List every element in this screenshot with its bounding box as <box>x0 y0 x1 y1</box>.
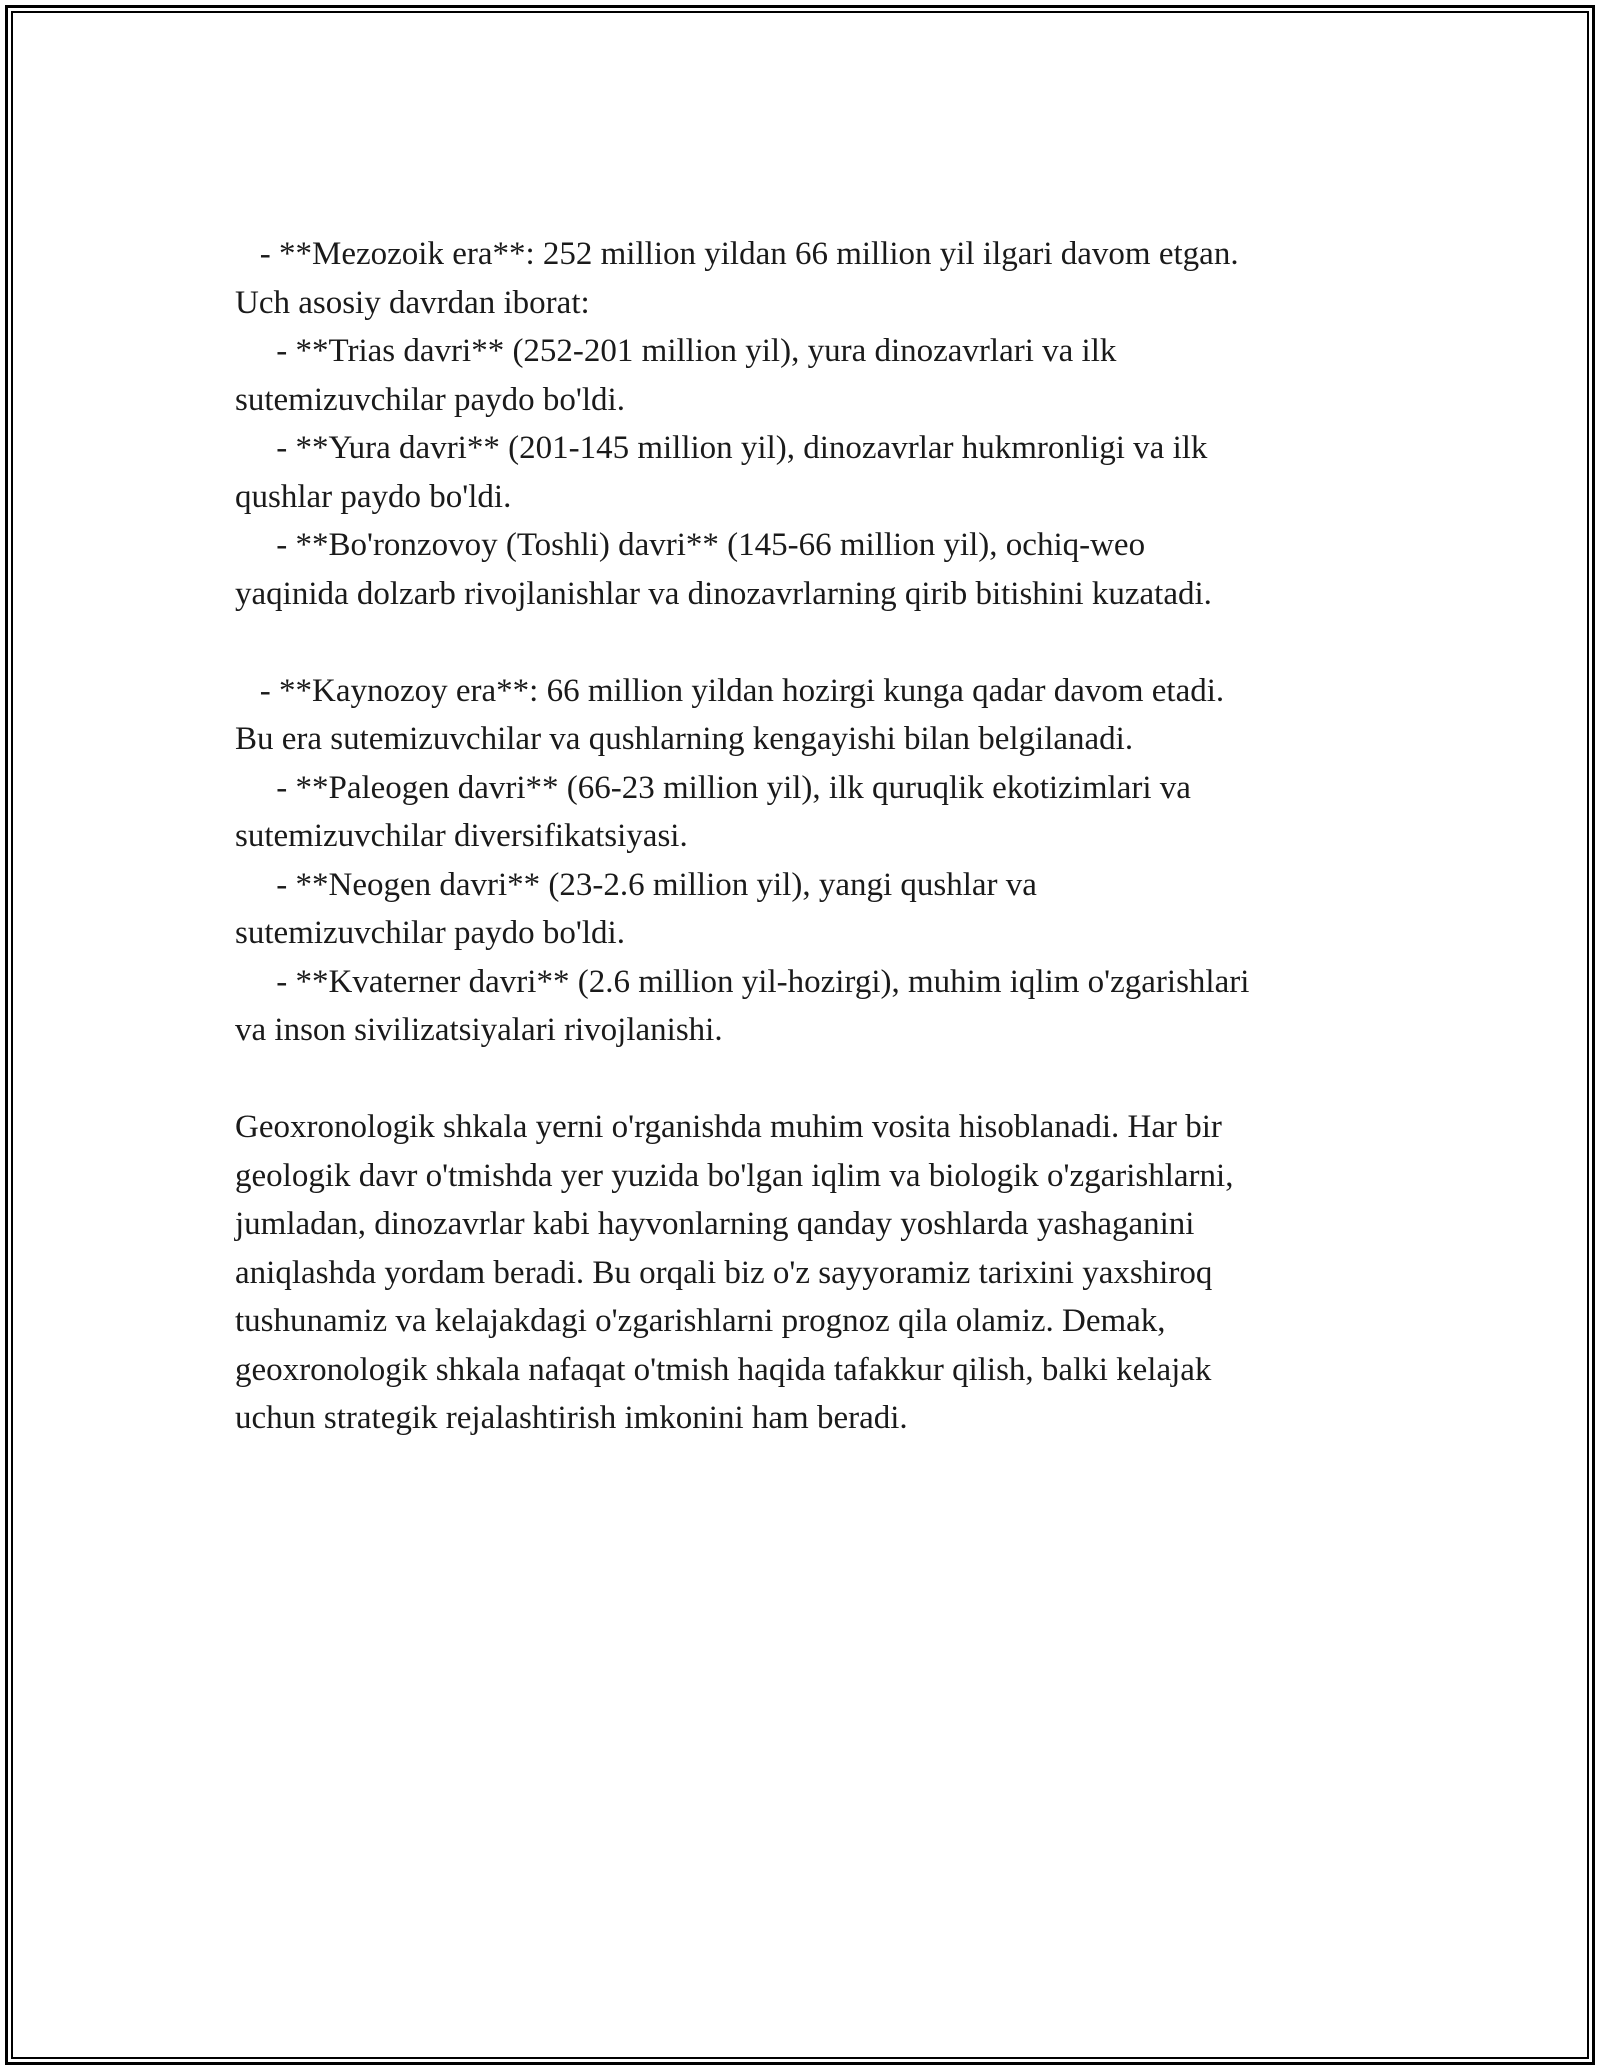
conclusion-line-4: aniqlashda yordam beradi. Bu orqali biz o'z sayyoramiz tarixini yaxshiroq <box>235 1254 1213 1291</box>
boronzovoy-davri-line-cont: yaqinida dolzarb rivojlanishlar va dinozavrlarning qirib bitishini kuzatadi. <box>235 575 1212 612</box>
paleogen-davri-line: - **Paleogen davri** (66-23 million yil), ilk quruqlik ekotizimlari va <box>235 769 1191 806</box>
conclusion-line-7: uchun strategik rejalashtirish imkonini ham beradi. <box>235 1400 908 1436</box>
trias-davri-line: - **Trias davri** (252-201 million yil), yura dinozavrlari va ilk <box>235 333 1117 369</box>
yura-davri-line: - **Yura davri** (201-145 million yil), dinozavrlar hukmronligi va ilk <box>235 430 1208 466</box>
conclusion-line-6: geoxronologik shkala nafaqat o'tmish haqida tafakkur qilish, balki kelajak <box>235 1351 1212 1388</box>
mezozoik-era-line-cont: Uch asosiy davrdan iborat: <box>235 284 590 321</box>
yura-davri-line-cont: qushlar paydo bo'ldi. <box>235 478 512 515</box>
boronzovoy-davri-line: - **Bo'ronzovoy (Toshli) davri** (145-66 million yil), ochiq-weo <box>235 527 1146 563</box>
mezozoik-era-line: - **Mezozoik era**: 252 million yildan 66 million yil ilgari davom etgan. <box>235 236 1239 272</box>
neogen-davri-line-cont: sutemizuvchilar paydo bo'ldi. <box>235 915 625 951</box>
blank-line <box>235 1055 1395 1104</box>
blank-line <box>235 618 1395 667</box>
trias-davri-line-cont: sutemizuvchilar paydo bo'ldi. <box>235 381 625 418</box>
conclusion-line-5: tushunamiz va kelajakdagi o'zgarishlarni prognoz qila olamiz. Demak, <box>235 1303 1166 1339</box>
kvaterner-davri-line-cont: va inson sivilizatsiyalari rivojlanishi. <box>235 1012 723 1048</box>
kaynozoy-era-line: - **Kaynozoy era**: 66 million yildan hozirgi kunga qadar davom etadi. <box>235 672 1225 709</box>
conclusion-line-1: Geoxronologik shkala yerni o'rganishda muhim vosita hisoblanadi. Har bir <box>235 1109 1222 1145</box>
conclusion-line-3: jumladan, dinozavrlar kabi hayvonlarning qanday yoshlarda yashaganini <box>235 1206 1195 1242</box>
paleogen-davri-line-cont: sutemizuvchilar diversifikatsiyasi. <box>235 818 688 854</box>
document-body <box>235 230 1395 1443</box>
kvaterner-davri-line: - **Kvaterner davri** (2.6 million yil-hozirgi), muhim iqlim o'zgarishlari <box>235 963 1250 1000</box>
neogen-davri-line: - **Neogen davri** (23-2.6 million yil), yangi qushlar va <box>235 866 1037 903</box>
kaynozoy-era-line-cont: Bu era sutemizuvchilar va qushlarning kengayishi bilan belgilanadi. <box>235 721 1134 757</box>
conclusion-line-2: geologik davr o'tmishda yer yuzida bo'lgan iqlim va biologik o'zgarishlarni, <box>235 1157 1234 1194</box>
